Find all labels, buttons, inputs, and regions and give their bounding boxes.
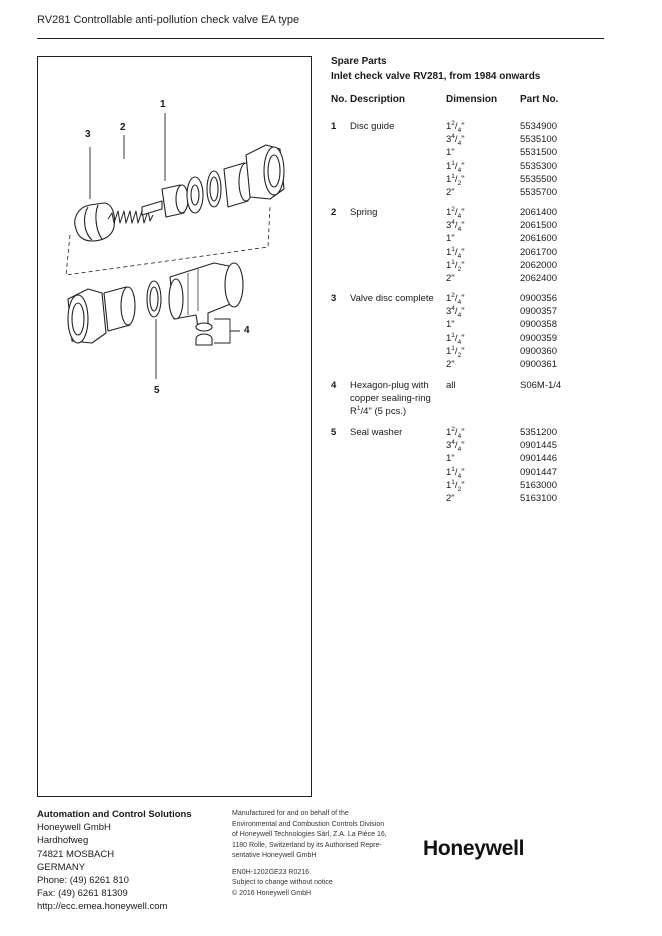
part-dimension: $1^1/_4$": [446, 331, 465, 346]
part-dimension: 1": [446, 319, 455, 331]
part-order-number: 0900357: [520, 306, 557, 318]
part-order-number: 0901445: [520, 440, 557, 452]
spare-parts-subtitle: Inlet check valve RV281, from 1984 onwards: [331, 71, 541, 82]
callout-5: 5: [154, 385, 160, 396]
footer-company-division: Automation and Control Solutions: [37, 809, 192, 820]
spare-parts-title: Spare Parts: [331, 56, 387, 67]
part-order-number: 2062000: [520, 259, 557, 271]
part-order-number: 5531500: [520, 147, 557, 159]
part-number-index: 3: [331, 293, 337, 304]
part-dimension: $1^1/_4$": [446, 465, 465, 480]
callout-4: 4: [244, 325, 250, 336]
part-dimension: $1^1/_2$": [446, 258, 465, 273]
part-order-number: 5535700: [520, 187, 557, 198]
footer-copyright: © 2016 Honeywell GmbH: [232, 889, 312, 897]
part-dimension: $1^1/_2$": [446, 172, 465, 187]
part-description-line: Hexagon-plug with: [350, 380, 429, 391]
part-order-number: 0900358: [520, 319, 557, 331]
part-dimension: $1^2/_4$": [446, 119, 465, 134]
footer-doc-number: EN0H-1202GE23 R0216: [232, 868, 310, 876]
footer-phone: Phone: (49) 6261 810: [37, 875, 129, 887]
footer-address: [37, 808, 192, 914]
part-dimension: $1^1/_2$": [446, 344, 465, 359]
part-dimension: 2": [446, 273, 455, 284]
part-order-number: 5535300: [520, 160, 557, 172]
part-order-number: 2061500: [520, 220, 557, 232]
footer-legal-line: of Honeywell Technologies Sàrl, Z.A. La Pièce 16,: [232, 831, 387, 838]
part-dimension: $1^2/_4$": [446, 205, 465, 220]
callout-2: 2: [120, 122, 126, 133]
part-description-line: copper sealing-ring: [350, 393, 431, 405]
part-dimension: $1^1/_2$": [446, 478, 465, 493]
column-header-dimension: Dimension: [446, 94, 498, 105]
column-header-description: Description: [350, 94, 406, 105]
part-order-number: 0901446: [520, 453, 557, 465]
callout-3: 3: [85, 129, 91, 140]
part-order-number: 5535500: [520, 173, 557, 185]
footer-fax: Fax: (49) 6261 81309: [37, 888, 128, 900]
footer-legal-line: Environmental and Combustion Controls Division: [232, 820, 385, 828]
honeywell-logo: Honeywell: [423, 837, 525, 860]
part-dimension: $1^2/_4$": [446, 425, 465, 440]
exploded-view-figure: [37, 56, 312, 797]
part-order-number: 0900360: [520, 345, 557, 357]
part-description: Valve disc complete: [350, 293, 434, 304]
part-order-number: 5163100: [520, 493, 557, 504]
footer-legal-line: 1180 Rolle, Switzerland by its Authorised Repre-: [232, 841, 382, 849]
part-number-index: 5: [331, 427, 337, 438]
part-order-number: 0900356: [520, 293, 557, 304]
footer-street: Hardhofweg: [37, 835, 89, 847]
part-order-number: S06M-1/4: [520, 380, 562, 391]
part-number-index: 2: [331, 207, 337, 218]
part-description-line: $R^1/4$" (5 pcs.): [350, 405, 407, 418]
part-dimension: $3^4/_4$": [446, 305, 465, 320]
part-dimension: $3^4/_4$": [446, 439, 465, 454]
part-description: [350, 379, 445, 419]
document-title: RV281 Controllable anti-pollution check valve EA type: [37, 14, 300, 26]
column-header-part-no: Part No.: [520, 94, 559, 105]
part-dimension: 1": [446, 233, 455, 245]
part-order-number: 0901447: [520, 466, 557, 478]
part-dimension: all: [446, 380, 456, 391]
footer-company: Honeywell GmbH: [37, 822, 111, 834]
footer-legal-line: Manufactured for and on behalf of the: [232, 810, 349, 817]
part-description: Seal washer: [350, 427, 403, 438]
part-number-index: 1: [331, 121, 337, 132]
part-order-number: 2061700: [520, 246, 557, 258]
part-description: Spring: [350, 207, 378, 218]
part-order-number: 5535100: [520, 134, 557, 146]
column-header-no: No.: [331, 94, 348, 105]
part-order-number: 0900359: [520, 332, 557, 344]
part-order-number: 5534900: [520, 121, 557, 132]
part-dimension: $1^2/_4$": [446, 291, 465, 306]
part-dimension: $1^1/_4$": [446, 245, 465, 260]
footer-legal-line: sentative Honeywell GmbH: [232, 852, 317, 859]
part-dimension: $1^1/_4$": [446, 159, 465, 174]
part-order-number: 2061400: [520, 207, 557, 218]
footer-country: GERMANY: [37, 861, 86, 873]
part-dimension: $3^4/_4$": [446, 133, 465, 148]
part-order-number: 2061600: [520, 233, 557, 245]
part-dimension: $3^4/_4$": [446, 219, 465, 234]
footer-legal-notice: [232, 809, 407, 899]
part-dimension: 1": [446, 453, 455, 465]
callout-1: 1: [160, 99, 166, 110]
footer-change-notice: Subject to change without notice: [232, 879, 333, 886]
part-dimension: 2": [446, 359, 455, 370]
part-description: Disc guide: [350, 121, 395, 132]
valve-exploded-drawing: [38, 57, 313, 798]
part-dimension: 2": [446, 493, 455, 504]
part-order-number: 0900361: [520, 359, 557, 370]
spare-parts-section: [331, 54, 604, 504]
part-number-index: 4: [331, 380, 337, 391]
footer-website-link[interactable]: http://ecc.emea.honeywell.com: [37, 901, 168, 913]
footer-city: 74821 MOSBACH: [37, 848, 115, 860]
header-divider: [37, 38, 604, 39]
part-dimension: 2": [446, 187, 455, 198]
part-order-number: 2062400: [520, 273, 557, 284]
part-dimension: 1": [446, 147, 455, 159]
part-order-number: 5351200: [520, 427, 557, 438]
part-order-number: 5163000: [520, 479, 557, 491]
